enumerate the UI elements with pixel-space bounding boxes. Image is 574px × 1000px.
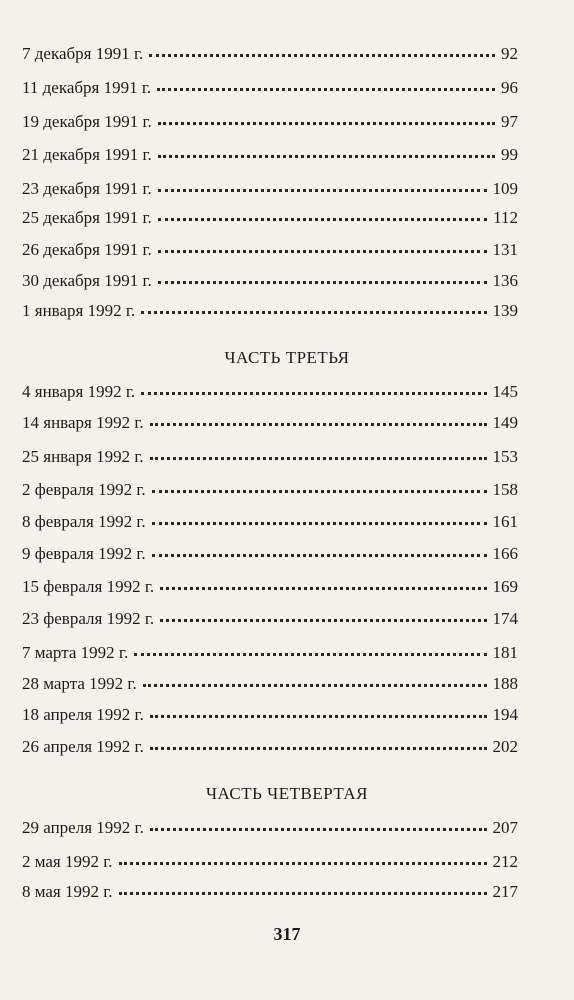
toc-entry-date: 15 февраля 1992 г.: [22, 577, 155, 596]
toc-entry-page: 207: [492, 818, 518, 837]
dot-leader: [157, 84, 495, 91]
toc-entry: [22, 643, 518, 663]
toc-entry-page: 96: [501, 78, 518, 97]
dot-leader: [152, 486, 487, 493]
dot-leader: [149, 50, 495, 57]
toc-entry: [22, 609, 518, 629]
toc-entry-page: 139: [492, 301, 518, 320]
toc-entry: [22, 852, 518, 872]
toc-entry: [22, 512, 518, 532]
toc-entry-date: 8 мая 1992 г.: [22, 882, 113, 901]
toc-entry: [22, 544, 518, 564]
dot-leader: [158, 214, 487, 221]
toc-entry: [22, 208, 518, 228]
toc-entry-page: 131: [492, 240, 518, 259]
dot-leader: [160, 615, 486, 622]
dot-leader: [119, 888, 487, 895]
toc-entry-page: 97: [501, 112, 518, 131]
dot-leader: [150, 824, 487, 831]
toc-entry: [22, 240, 518, 260]
toc-entry: [22, 705, 518, 725]
toc-entry-date: 7 марта 1992 г.: [22, 643, 129, 662]
toc-entry-date: 7 декабря 1991 г.: [22, 44, 144, 63]
toc-entry: [22, 413, 518, 433]
toc-entry-date: 9 февраля 1992 г.: [22, 544, 146, 563]
page-number: 317: [273, 924, 301, 944]
toc-entry-date: 14 января 1992 г.: [22, 413, 144, 432]
toc-entry-page: 169: [492, 577, 518, 596]
toc-entry-page: 202: [492, 737, 518, 756]
toc-entry-date: 2 февраля 1992 г.: [22, 480, 146, 499]
section-heading-part-4: ЧАСТЬ ЧЕТВЕРТАЯ: [205, 784, 369, 803]
toc-entry-date: 25 января 1992 г.: [22, 447, 144, 466]
toc-entry-page: 166: [492, 544, 518, 563]
toc-entry-page: 136: [492, 271, 518, 290]
toc-entry-page: 188: [492, 674, 518, 693]
toc-entry-page: 145: [492, 382, 518, 401]
toc-entry-page: 109: [492, 179, 518, 198]
toc-entry-date: 23 февраля 1992 г.: [22, 609, 155, 628]
toc-entry-page: 153: [492, 447, 518, 466]
toc-entry-date: 21 декабря 1991 г.: [22, 145, 152, 164]
toc-entry-date: 4 января 1992 г.: [22, 382, 136, 401]
toc-entry-page: 112: [493, 208, 518, 227]
dot-leader: [158, 118, 495, 125]
dot-leader: [158, 151, 495, 158]
toc-entry: [22, 674, 518, 694]
dot-leader: [150, 453, 487, 460]
toc-entry: [22, 112, 518, 132]
toc-entry: [22, 382, 518, 402]
toc-entry-date: 1 января 1992 г.: [22, 301, 136, 320]
toc-entry-date: 29 апреля 1992 г.: [22, 818, 144, 837]
toc-entry: [22, 179, 518, 199]
toc-entry-date: 25 декабря 1991 г.: [22, 208, 152, 227]
dot-leader: [150, 419, 487, 426]
dot-leader: [119, 858, 487, 865]
toc-entry-page: 217: [492, 882, 518, 901]
toc-entry: [22, 145, 518, 165]
dot-leader: [152, 550, 487, 557]
toc-entry: [22, 480, 518, 500]
toc-entry-date: 28 марта 1992 г.: [22, 674, 137, 693]
toc-entry-date: 26 декабря 1991 г.: [22, 240, 152, 259]
dot-leader: [152, 518, 487, 525]
toc-entry-page: 194: [492, 705, 518, 724]
toc-entry: [22, 78, 518, 98]
toc-entry: [22, 577, 518, 597]
toc-entry-date: 30 декабря 1991 г.: [22, 271, 152, 290]
toc-entry: [22, 447, 518, 467]
dot-leader: [141, 307, 486, 314]
toc-entry: [22, 271, 518, 291]
toc-entry-page: 99: [501, 145, 518, 164]
toc-entry-date: 2 мая 1992 г.: [22, 852, 113, 871]
dot-leader: [160, 583, 486, 590]
toc-entry-page: 181: [492, 643, 518, 662]
toc-entry-page: 92: [501, 44, 518, 63]
toc-entry-page: 158: [492, 480, 518, 499]
toc-entry: [22, 818, 518, 838]
toc-entry-date: 23 декабря 1991 г.: [22, 179, 152, 198]
dot-leader: [134, 649, 486, 656]
toc-entry-page: 212: [492, 852, 518, 871]
toc-entry-page: 174: [492, 609, 518, 628]
dot-leader: [150, 743, 487, 750]
toc-entry: [22, 882, 518, 902]
toc-entry-date: 19 декабря 1991 г.: [22, 112, 152, 131]
toc-entry-date: 18 апреля 1992 г.: [22, 705, 144, 724]
dot-leader: [141, 388, 486, 395]
toc-entry: [22, 301, 518, 321]
toc-entry: [22, 737, 518, 757]
dot-leader: [150, 711, 487, 718]
toc-entry-page: 149: [492, 413, 518, 432]
dot-leader: [143, 680, 487, 687]
toc-entry-date: 8 февраля 1992 г.: [22, 512, 146, 531]
dot-leader: [158, 277, 487, 284]
dot-leader: [158, 246, 487, 253]
dot-leader: [158, 185, 487, 192]
toc-entry: [22, 44, 518, 64]
toc-entry-date: 11 декабря 1991 г.: [22, 78, 152, 97]
section-heading-part-3: ЧАСТЬ ТРЕТЬЯ: [224, 348, 350, 367]
toc-entry-date: 26 апреля 1992 г.: [22, 737, 144, 756]
toc-entry-page: 161: [492, 512, 518, 531]
